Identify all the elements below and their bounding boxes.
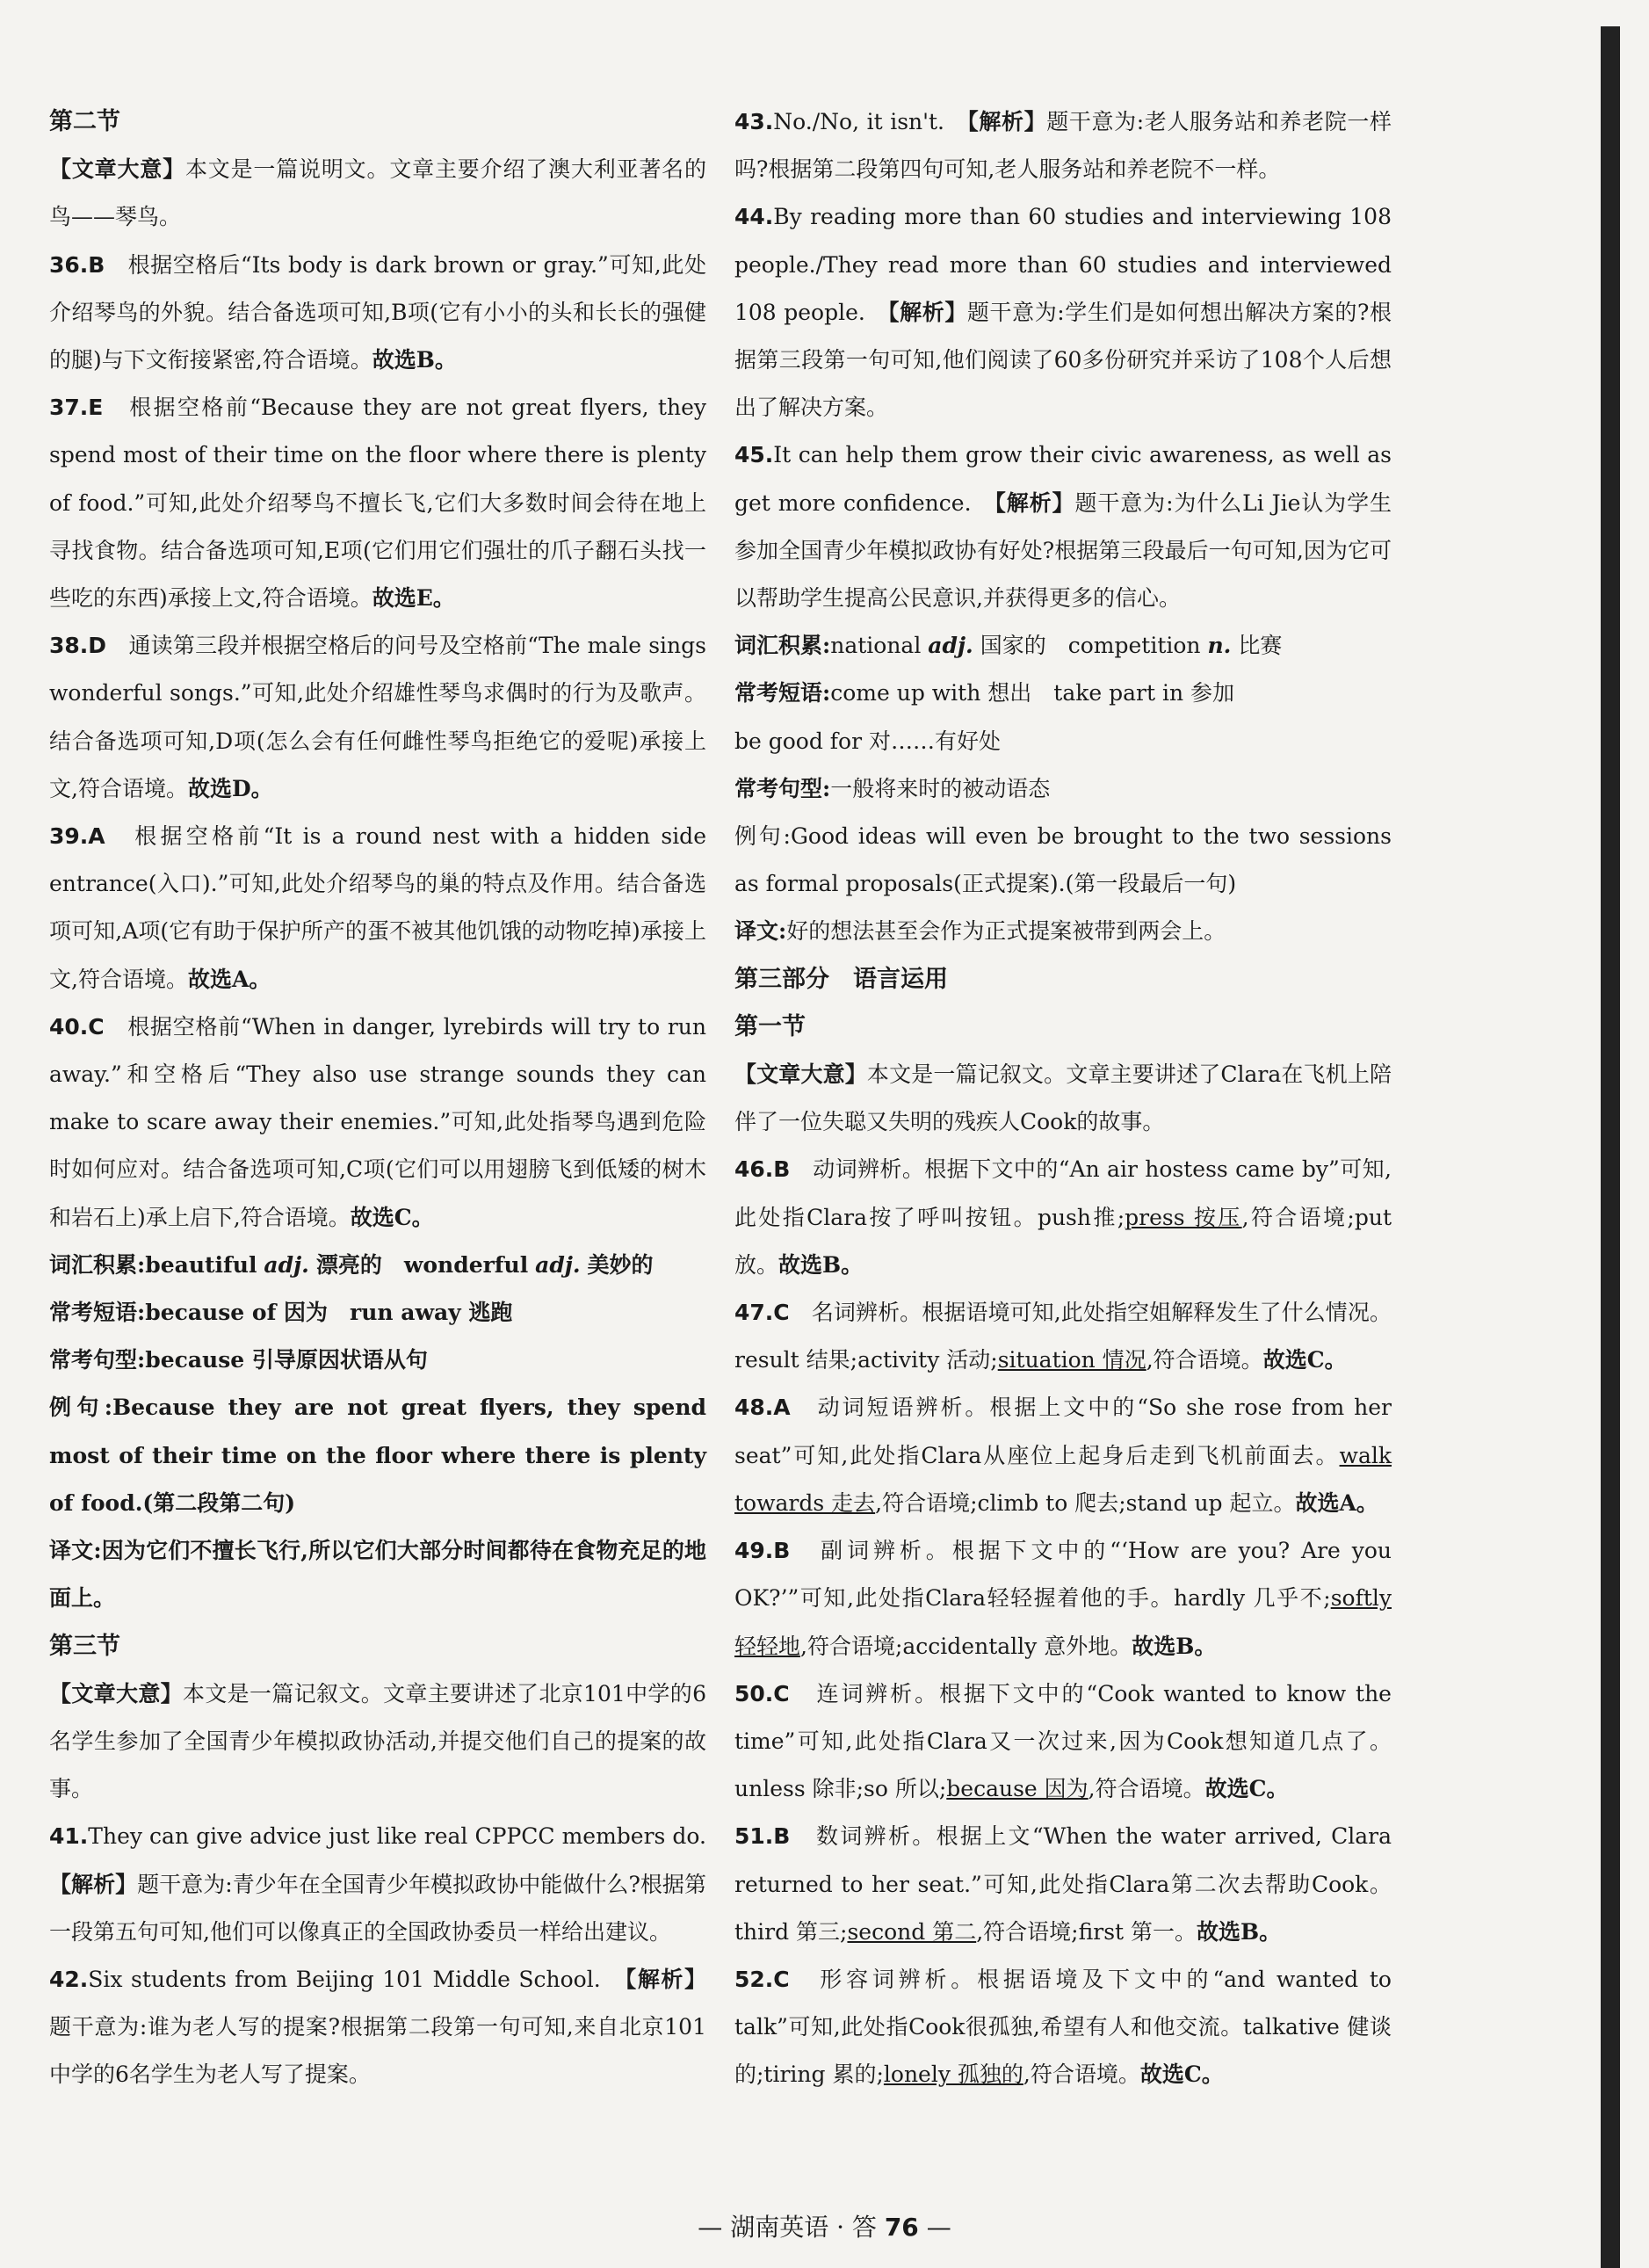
answer-49: 49.B 副词辨析。根据下文中的“‘How are you? Are you OK?’”可知,此处指Clara轻轻握着他的手。hardly 几乎不;softly 轻轻地,符合语境;accidentally 意外地。故选B。 (734, 1538, 1392, 1659)
answer-44: 44.By reading more than 60 studies and interviewing 108 people./They read more than 60 studies and interviewed 108 people. 【解析】题干意为:学生们是如何想出解决方案的?根据第三段第一句可知,他们阅读了60多份研究并采访了108个人后想出了解决方案。 (734, 204, 1392, 421)
answer-47: 47.C 名词辨析。根据语境可知,此处指空姐解释发生了什么情况。result 结果;activity 活动;situation 情况,符合语境。故选C。 (734, 1300, 1392, 1373)
example-sentence: 例句:Good ideas will even be brought to the two sessions as formal proposals(正式提案).(第一段最后一句) (734, 823, 1392, 897)
vocab-note: 词汇积累:national adj. 国家的 competition n. 比赛 (734, 633, 1283, 659)
vocab-note: 词汇积累:beautiful adj. 漂亮的 wonderful adj. 美妙的 (49, 1251, 654, 1278)
phrase-note: 常考短语:because of 因为 run away 逃跑 (49, 1300, 513, 1326)
page-footer: — 湖南英语 · 答 76 — (698, 2213, 951, 2242)
answer-42: 42.Six students from Beijing 101 Middle School. 【解析】题干意为:谁为老人写的提案?根据第二段第一句可知,来自北京101中学的6名学生为老人写了提案。 (49, 1966, 706, 2088)
right-column (734, 98, 1392, 2099)
answer-50: 50.C 连词辨析。根据下文中的“Cook wanted to know the time”可知,此处指Clara又一次过来,因为Cook想知道几点了。unless 除非;so 所以;because 因为,符合语境。故选C。 (734, 1680, 1392, 1802)
section-heading: 第三节 (49, 1632, 120, 1660)
page-edge-bar (1601, 26, 1620, 2268)
article-summary: 【文章大意】本文是一篇记叙文。文章主要讲述了北京101中学的6名学生参加了全国青少年模拟政协活动,并提交他们自己的提案的故事。 (49, 1680, 706, 1802)
answer-46: 46.B 动词辨析。根据下文中的“An air hostess came by”可知,此处指Clara按了呼叫按钮。push推;press 按压,符合语境;put 放。故选B。 (734, 1156, 1392, 1278)
answer-38: 38.D 通读第三段并根据空格后的问号及空格前“The male sings wonderful songs.”可知,此处介绍雄性琴鸟求偶时的行为及歌声。结合备选项可知,D项(怎么会有任何雌性琴鸟拒绝它的爱呢)承接上文,符合语境。故选D。 (49, 633, 706, 801)
answer-41: 41.They can give advice just like real CPPCC members do. 【解析】题干意为:青少年在全国青少年模拟政协中能做什么?根据第一段第五句可知,他们可以像真正的全国政协委员一样给出建议。 (49, 1823, 706, 1945)
example-sentence: 例句:Because they are not great flyers, they spend most of their time on the floor where there is plenty of food.(第二段第二句) (49, 1395, 706, 1516)
translation: 译文:好的想法甚至会作为正式提案被带到两会上。 (734, 918, 1226, 945)
part-heading: 第三部分 语言运用 (734, 965, 948, 993)
section-heading: 第二节 (49, 108, 120, 135)
answer-48: 48.A 动词短语辨析。根据上文中的“So she rose from her seat”可知,此处指Clara从座位上起身后走到飞机前面去。walk towards 走去,符合语境;climb to 爬去;stand up 起立。故选A。 (734, 1395, 1392, 1516)
answer-45: 45.It can help them grow their civic awareness, as well as get more confidence. 【解析】题干意为:为什么Li Jie认为学生参加全国青少年模拟政协有好处?根据第三段最后一句可知,因为它可以帮助学生提高公民意识,并获得更多的信心。 (734, 442, 1392, 612)
answer-39: 39.A 根据空格前“It is a round nest with a hidden side entrance(入口).”可知,此处介绍琴鸟的巢的特点及作用。结合备选项可知,A项(它有助于保护所产的蛋不被其他饥饿的动物吃掉)承接上文,符合语境。故选A。 (49, 823, 706, 992)
translation: 译文:因为它们不擅长飞行,所以它们大部分时间都待在食物充足的地面上。 (49, 1538, 706, 1612)
answer-37: 37.E 根据空格前“Because they are not great flyers, they spend most of their time on the floor where there is plenty of food.”可知,此处介绍琴鸟不擅长飞,它们大多数时间会待在地上寻找食物。结合备选项可知,E项(它们用它们强壮的爪子翻石头找一些吃的东西)承接上文,符合语境。故选E。 (49, 395, 706, 612)
section-heading: 第一节 (734, 1012, 806, 1040)
left-column (49, 98, 706, 2099)
answer-43: 43.No./No, it isn't. 【解析】题干意为:老人服务站和养老院一样吗?根据第二段第四句可知,老人服务站和养老院不一样。 (734, 109, 1392, 183)
phrase-note: 常考短语:come up with 想出 take part in 参加 (734, 680, 1235, 706)
pattern-note: 常考句型:一般将来时的被动语态 (734, 775, 1051, 801)
page-number: 76 (884, 2213, 919, 2242)
answer-36: 36.B 根据空格后“Its body is dark brown or gray.”可知,此处介绍琴鸟的外貌。结合备选项可知,B项(它有小小的头和长长的强健的腿)与下文衔接紧密,符合语境。故选B。 (49, 251, 706, 373)
article-summary: 【文章大意】本文是一篇说明文。文章主要介绍了澳大利亚著名的鸟——琴鸟。 (49, 156, 706, 230)
answer-52: 52.C 形容词辨析。根据语境及下文中的“and wanted to talk”可知,此处指Cook很孤独,希望有人和他交流。talkative 健谈的;tiring 累的;lonely 孤独的,符合语境。故选C。 (734, 1966, 1392, 2088)
answer-40: 40.C 根据空格前“When in danger, lyrebirds will try to run away.”和空格后“They also use strange sounds they can make to scare away their enemies.”可知,此处指琴鸟遇到危险时如何应对。结合备选项可知,C项(它们可以用翅膀飞到低矮的树木和岩石上)承上启下,符合语境。故选C。 (49, 1013, 706, 1230)
pattern-note: 常考句型:because 引导原因状语从句 (49, 1347, 428, 1373)
answer-51: 51.B 数词辨析。根据上文“When the water arrived, Clara returned to her seat.”可知,此处指Clara第二次去帮助Cook。third 第三;second 第二,符合语境;first 第一。故选B。 (734, 1823, 1392, 1945)
phrase-note-continued: be good for 对……有好处 (734, 728, 1002, 754)
article-summary: 【文章大意】本文是一篇记叙文。文章主要讲述了Clara在飞机上陪伴了一位失聪又失明的残疾人Cook的故事。 (734, 1062, 1392, 1135)
